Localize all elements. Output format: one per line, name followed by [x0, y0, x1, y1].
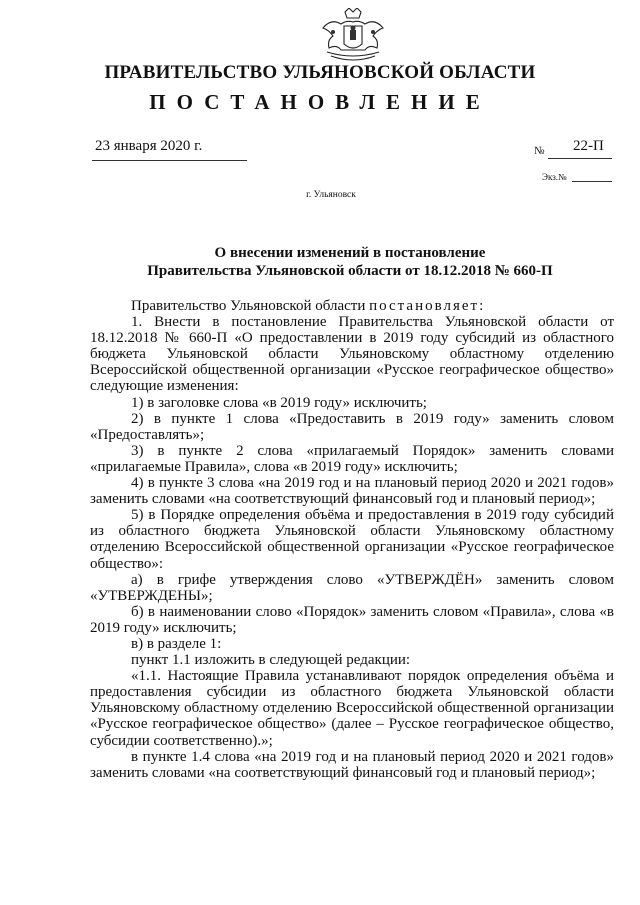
document-type: ПОСТАНОВЛЕНИЕ: [149, 90, 491, 114]
document-number: 22-П: [573, 138, 604, 154]
intro-prefix: Правительство Ульяновской области: [131, 298, 370, 314]
document-subject: [80, 244, 620, 280]
coat-of-arms-emblem: [319, 8, 387, 64]
document-body: [90, 298, 614, 781]
paragraph-10: пункт 1.1 изложить в следующей редакции:: [131, 652, 411, 669]
copy-number-label: Экз.№: [542, 172, 567, 182]
number-label: №: [534, 145, 545, 157]
intro-verb: постановляет: [369, 298, 480, 314]
intro-paragraph: [90, 298, 614, 314]
subject-line-1: О внесении изменений в постановление: [214, 245, 486, 261]
subject-line-2: Правительства Ульяновской области от 18.12.2018 № 660-П: [147, 263, 553, 279]
paragraph-2: 1) в заголовке слова «в 2019 году» исключить;: [131, 394, 427, 411]
paragraph-8: б) в наименовании слово «Порядок» заменить словом «Правила», слова «в 2019 году» исключить;: [90, 603, 614, 636]
paragraph-11: «1.1. Настоящие Правила устанавливают порядок определения объёма и предоставления субсидии из областного бюджета Ульяновской области Ульяновскому областному отделению Всероссийской общественной организации «Русское географическое общество» (далее – Русское географическое общество, субсидии соответственно).»;: [90, 668, 614, 749]
number-underline: [548, 158, 612, 159]
date-underline: [92, 160, 247, 161]
paragraph-3: 2) в пункте 1 слова «Предоставить в 2019 году» заменить словом «Предоставлять»;: [90, 410, 614, 443]
document-date: 23 января 2020 г.: [95, 138, 203, 154]
paragraph-9: в) в разделе 1:: [131, 635, 222, 652]
city: г. Ульяновск: [306, 190, 356, 200]
paragraph-1: 1. Внести в постановление Правительства Ульяновской области от 18.12.2018 № 660-П «О предоставлении в 2019 году субсидий из областного бюджета Ульяновской области Ульяновскому областному отделению Всероссийской общественной организации «Русское географическое общество» следующие изменения:: [90, 314, 614, 395]
paragraph-5: 4) в пункте 3 слова «на 2019 год и на плановый период 2020 и 2021 годов» заменить словами «на соответствующий финансовый год и плановый период»;: [90, 475, 614, 508]
intro-suffix: :: [479, 298, 484, 314]
paragraph-12: в пункте 1.4 слова «на 2019 год и на плановый период 2020 и 2021 годов» заменить словами «на соответствующий финансовый год и плановый период»;: [90, 748, 614, 781]
organization-title: ПРАВИТЕЛЬСТВО УЛЬЯНОВСКОЙ ОБЛАСТИ: [104, 62, 536, 83]
copy-number-underline: [572, 181, 612, 182]
paragraph-6: 5) в Порядке определения объёма и предоставления в 2019 году субсидий из областного бюджета Ульяновской области Ульяновскому областному отделению Всероссийской общественной организации «Русское географическое общество»:: [90, 507, 614, 572]
paragraph-4: 3) в пункте 2 слова «прилагаемый Порядок» заменить словами «прилагаемые Правила», слова «в 2019 году» исключить;: [90, 442, 614, 475]
paragraph-7: а) в грифе утверждения слово «УТВЕРЖДЁН» заменить словом «УТВЕРЖДЕНЫ»;: [90, 571, 614, 604]
